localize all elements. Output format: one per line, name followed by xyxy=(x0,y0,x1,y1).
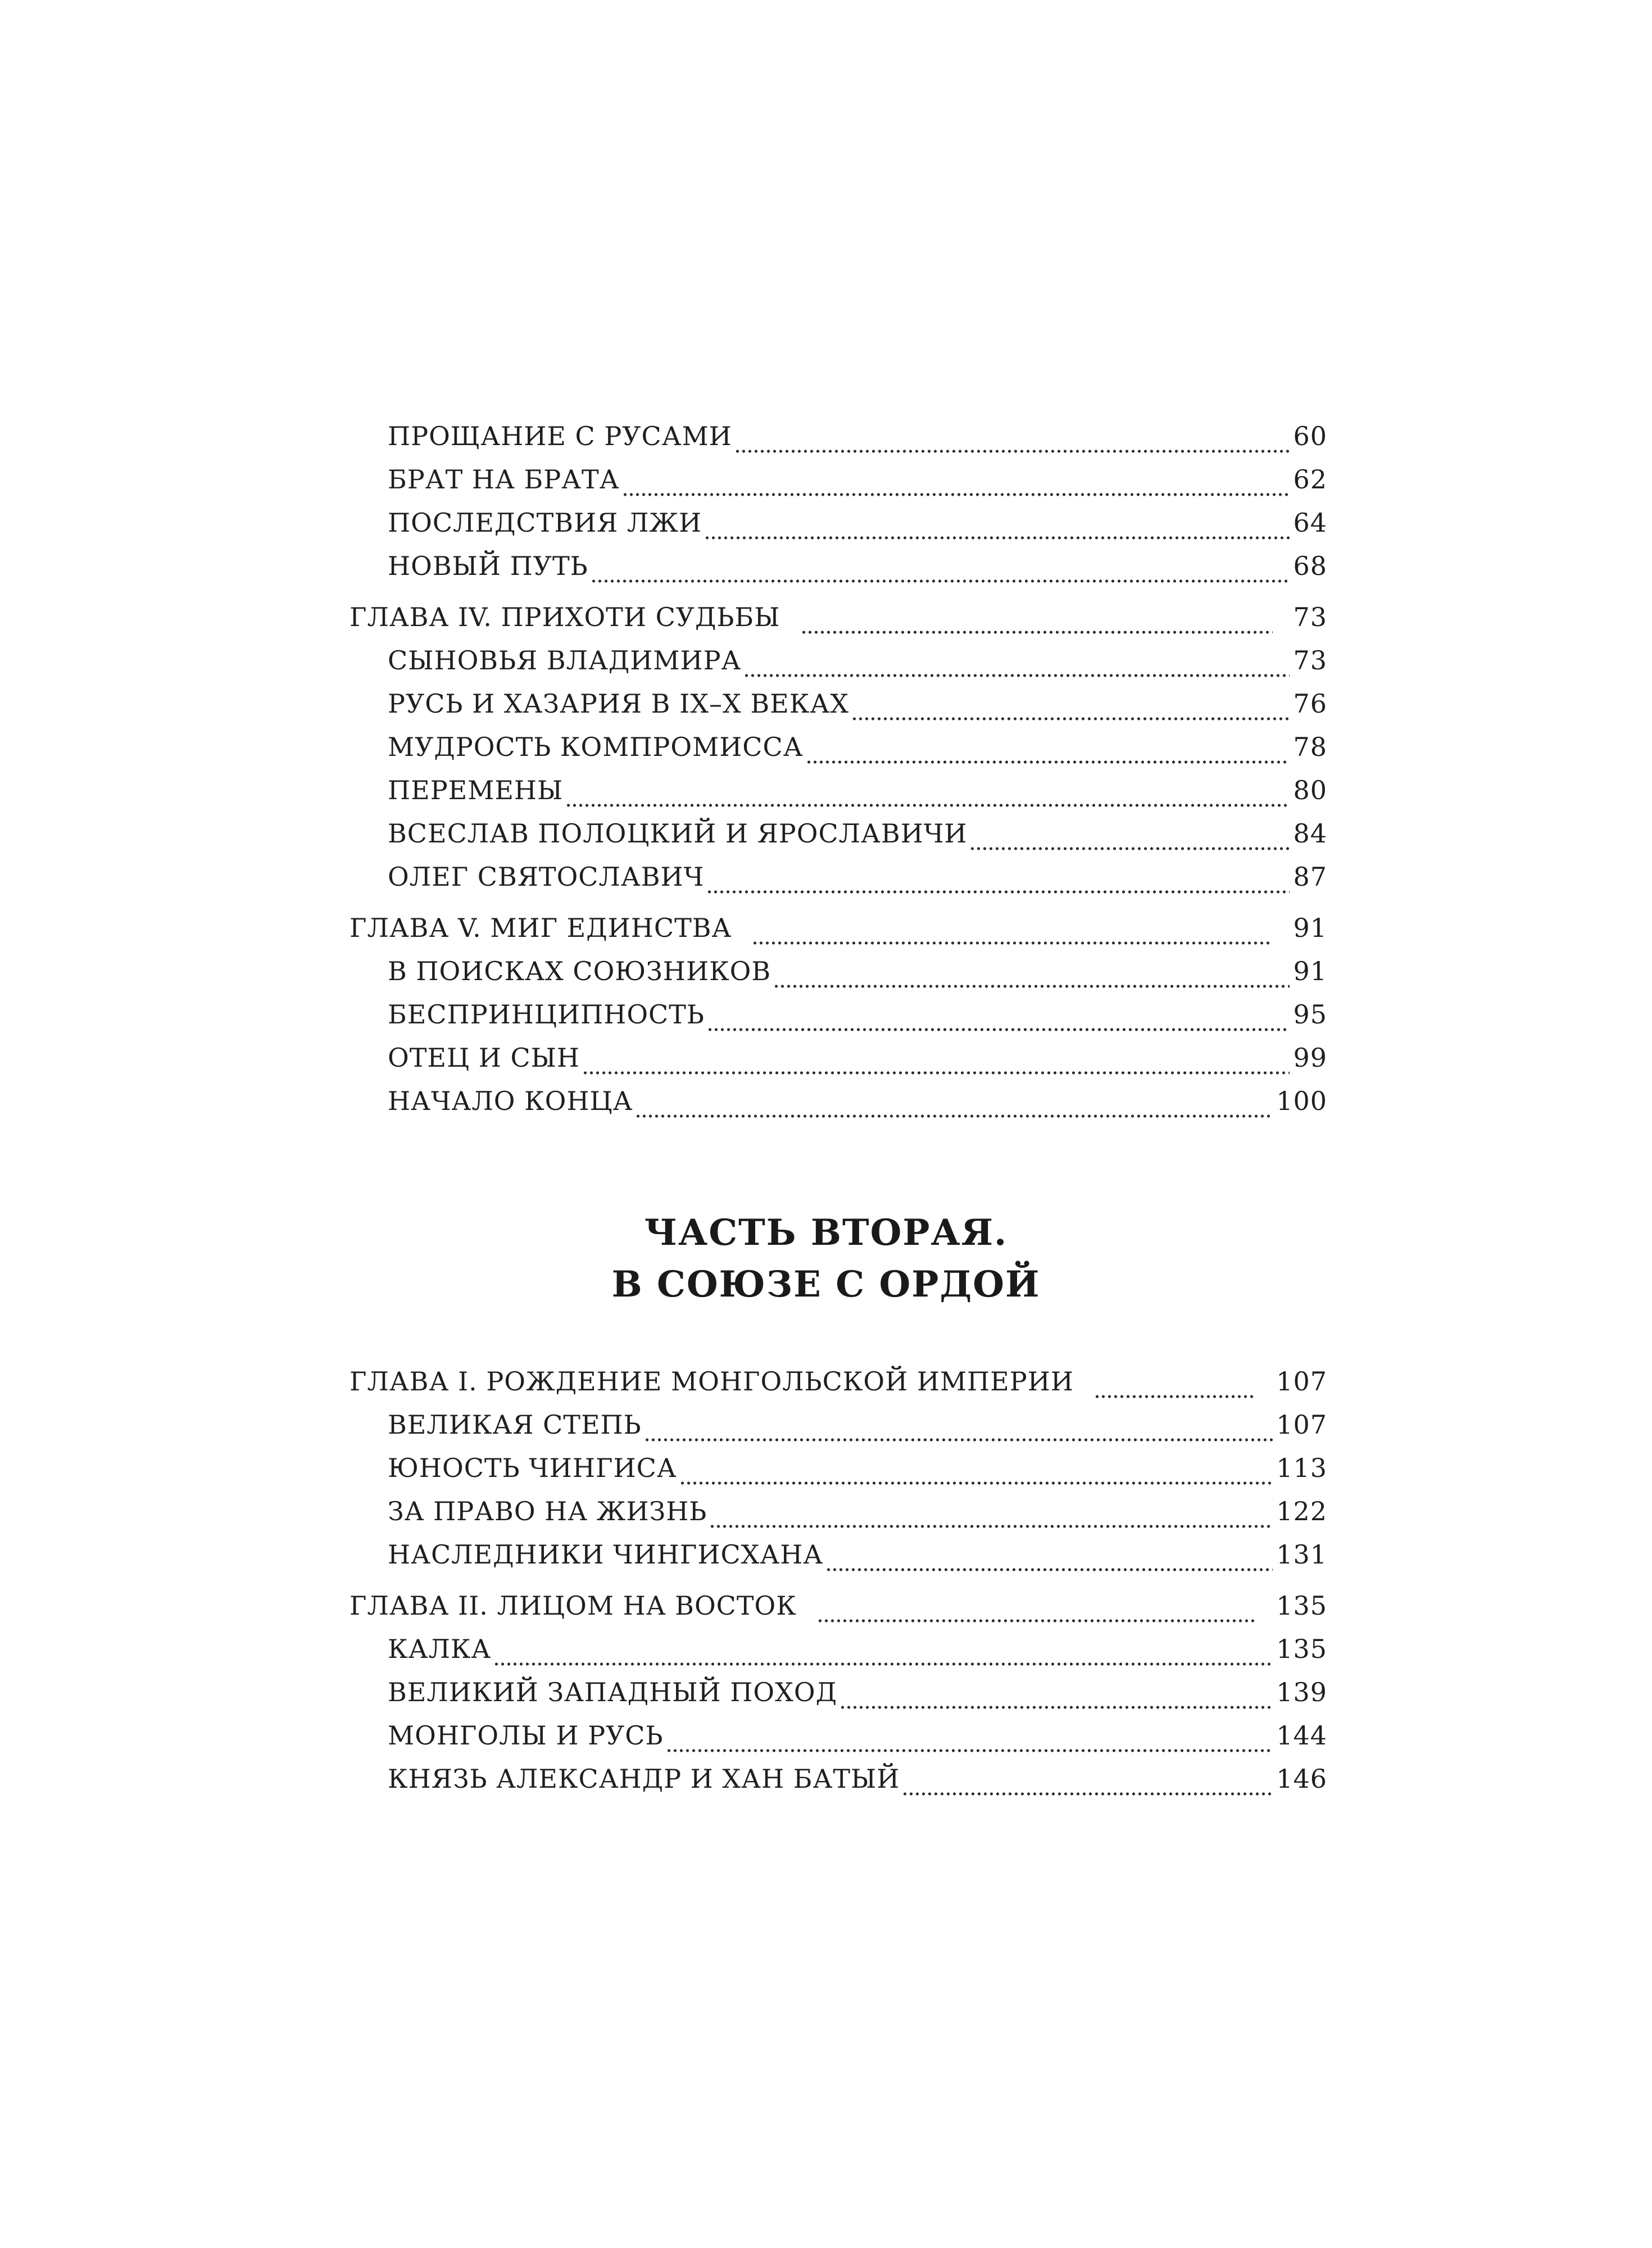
toc-section-row xyxy=(350,855,1327,899)
toc-page-number: 91 xyxy=(1293,913,1327,943)
dot-leader xyxy=(666,1727,1273,1753)
toc-entry-title: ПРОЩАНИЕ С РУСАМИ xyxy=(388,421,732,451)
toc-section-row xyxy=(350,682,1327,726)
toc-section-row xyxy=(350,1490,1327,1533)
toc-chapter-row xyxy=(350,596,1327,639)
toc-section-row xyxy=(350,415,1327,458)
dot-leader xyxy=(644,1416,1273,1442)
dot-leader xyxy=(582,1049,1290,1075)
dot-leader xyxy=(806,738,1290,764)
toc-page-number: 99 xyxy=(1293,1043,1327,1073)
toc-section-row xyxy=(350,1036,1327,1080)
part-heading xyxy=(0,1207,1652,1311)
toc-page-number: 95 xyxy=(1293,999,1327,1030)
toc-section-row xyxy=(350,458,1327,501)
toc-page-number: 68 xyxy=(1293,551,1327,581)
toc-chapter-row xyxy=(350,1584,1327,1628)
toc-page-number: 135 xyxy=(1276,1590,1327,1621)
toc-entry-title: БРАТ НА БРАТА xyxy=(388,464,620,495)
toc-page-number: 76 xyxy=(1293,688,1327,719)
toc-page-number: 107 xyxy=(1276,1409,1327,1440)
toc-section-row xyxy=(350,1533,1327,1576)
toc-chapter-row xyxy=(350,907,1327,950)
toc-page-number: 62 xyxy=(1293,464,1327,495)
dot-leader xyxy=(734,428,1290,454)
toc-entry-title: ГЛАВА I. РОЖДЕНИЕ МОНГОЛЬСКОЙ ИМПЕРИИ xyxy=(350,1366,1074,1397)
toc-entry-title: КАЛКА xyxy=(388,1634,492,1664)
toc-entry-title: МУДРОСТЬ КОМПРОМИССА xyxy=(388,732,804,762)
dot-leader xyxy=(773,963,1290,989)
dot-leader xyxy=(851,695,1290,721)
toc-section-row xyxy=(350,1757,1327,1801)
toc-section-row xyxy=(350,1447,1327,1490)
toc-section-row xyxy=(350,501,1327,545)
dot-leader xyxy=(817,1597,1256,1623)
toc-list-top xyxy=(350,415,1327,1123)
toc-page-number: 84 xyxy=(1293,818,1327,849)
dot-leader xyxy=(969,825,1290,851)
toc-entry-title: БЕСПРИНЦИПНОСТЬ xyxy=(388,999,705,1030)
toc-section-row xyxy=(350,993,1327,1036)
toc-section-row xyxy=(350,639,1327,682)
toc-chapter-row xyxy=(350,1360,1327,1403)
toc-section-row xyxy=(350,545,1327,588)
toc-section-row xyxy=(350,726,1327,769)
toc-page-number: 73 xyxy=(1293,602,1327,632)
dot-leader xyxy=(752,919,1273,945)
toc-entry-title: ГЛАВА II. ЛИЦОМ НА ВОСТОК xyxy=(350,1590,797,1621)
toc-entry-title: КНЯЗЬ АЛЕКСАНДР И ХАН БАТЫЙ xyxy=(388,1764,900,1794)
toc-page-number: 78 xyxy=(1293,732,1327,762)
toc-page-number: 80 xyxy=(1293,775,1327,805)
dot-leader xyxy=(707,1006,1290,1032)
toc-entry-title: ВСЕСЛАВ ПОЛОЦКИЙ И ЯРОСЛАВИЧИ xyxy=(388,818,968,849)
toc-entry-title: НАЧАЛО КОНЦА xyxy=(388,1086,633,1116)
part-heading-line1: ЧАСТЬ ВТОРАЯ. xyxy=(644,1212,1008,1254)
toc-entry-title: ВЕЛИКАЯ СТЕПЬ xyxy=(388,1409,642,1440)
dot-leader xyxy=(709,1503,1273,1529)
toc-entry-title: ЮНОСТЬ ЧИНГИСА xyxy=(388,1453,677,1483)
toc-page-number: 144 xyxy=(1276,1720,1327,1751)
toc-section-row xyxy=(350,812,1327,855)
toc-section-row xyxy=(350,950,1327,993)
toc-list-bottom xyxy=(350,1360,1327,1801)
toc-entry-title: ГЛАВА V. МИГ ЕДИНСТВА xyxy=(350,913,732,943)
dot-leader xyxy=(825,1546,1273,1572)
dot-leader xyxy=(839,1684,1273,1710)
toc-page-number: 87 xyxy=(1293,862,1327,892)
toc-section-row xyxy=(350,769,1327,812)
dot-leader xyxy=(801,609,1273,634)
dot-leader xyxy=(622,471,1290,497)
toc-page-number: 135 xyxy=(1276,1634,1327,1664)
toc-entry-title: ПОСЛЕДСТВИЯ ЛЖИ xyxy=(388,507,702,538)
toc-page-number: 64 xyxy=(1293,507,1327,538)
dot-leader xyxy=(679,1460,1273,1485)
toc-entry-title: ОЛЕГ СВЯТОСЛАВИЧ xyxy=(388,862,705,892)
toc-page-number: 91 xyxy=(1293,956,1327,986)
dot-leader xyxy=(1094,1373,1256,1399)
dot-leader xyxy=(565,782,1290,808)
toc-section-row xyxy=(350,1671,1327,1714)
toc-page-number: 146 xyxy=(1276,1764,1327,1794)
toc-entry-title: ОТЕЦ И СЫН xyxy=(388,1043,580,1073)
toc-page-number: 131 xyxy=(1276,1539,1327,1570)
toc-entry-title: ГЛАВА IV. ПРИХОТИ СУДЬБЫ xyxy=(350,602,780,632)
dot-leader xyxy=(902,1770,1273,1796)
toc-entry-title: В ПОИСКАХ СОЮЗНИКОВ xyxy=(388,956,771,986)
toc-entry-title: РУСЬ И ХАЗАРИЯ В IX–X ВЕКАХ xyxy=(388,688,849,719)
toc-section-row xyxy=(350,1628,1327,1671)
dot-leader xyxy=(706,868,1290,894)
toc-page-number: 113 xyxy=(1276,1453,1327,1483)
toc-entry-title: МОНГОЛЫ И РУСЬ xyxy=(388,1720,664,1751)
toc-entry-title: ЗА ПРАВО НА ЖИЗНЬ xyxy=(388,1496,707,1526)
part-heading-line2: В СОЮЗЕ С ОРДОЙ xyxy=(611,1263,1041,1306)
dot-leader xyxy=(493,1640,1273,1666)
toc-page-number: 60 xyxy=(1293,421,1327,451)
dot-leader xyxy=(704,514,1290,540)
toc-page-number: 73 xyxy=(1293,645,1327,676)
toc-page-number: 107 xyxy=(1276,1366,1327,1397)
toc-page-number: 139 xyxy=(1276,1677,1327,1707)
toc-section-row xyxy=(350,1080,1327,1123)
toc-entry-title: НОВЫЙ ПУТЬ xyxy=(388,551,588,581)
toc-page-number: 100 xyxy=(1276,1086,1327,1116)
toc-section-row xyxy=(350,1403,1327,1447)
dot-leader xyxy=(591,558,1290,583)
dot-leader xyxy=(635,1093,1273,1118)
toc-entry-title: НАСЛЕДНИКИ ЧИНГИСХАНА xyxy=(388,1539,824,1570)
toc-entry-title: ВЕЛИКИЙ ЗАПАДНЫЙ ПОХОД xyxy=(388,1677,837,1707)
toc-entry-title: ПЕРЕМЕНЫ xyxy=(388,775,564,805)
toc-section-row xyxy=(350,1714,1327,1757)
toc-page-number: 122 xyxy=(1276,1496,1327,1526)
dot-leader xyxy=(743,652,1290,678)
toc-entry-title: СЫНОВЬЯ ВЛАДИМИРА xyxy=(388,645,742,676)
